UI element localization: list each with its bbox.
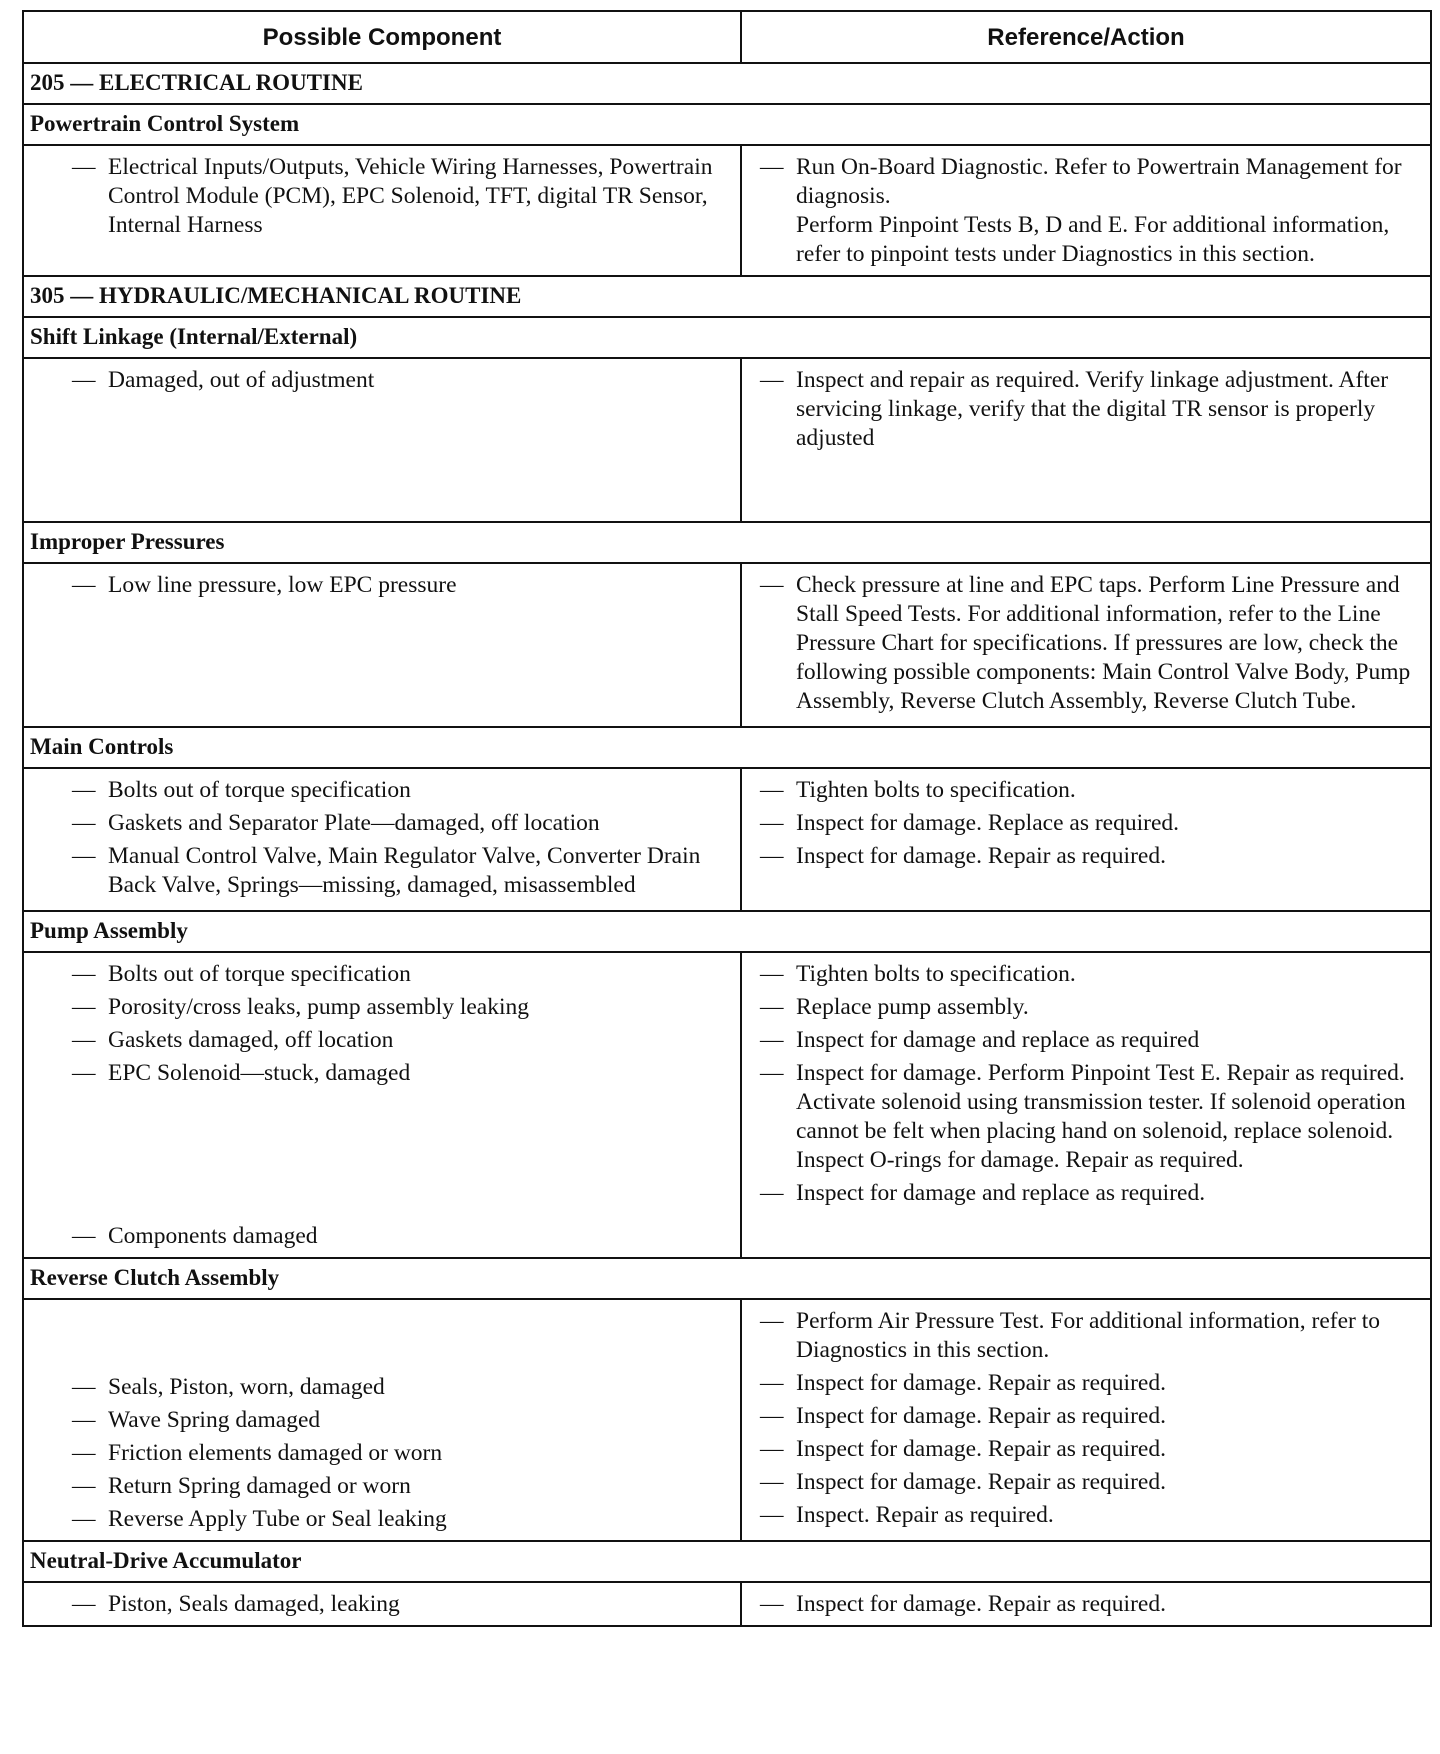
action-item: — Inspect for damage. Repair as required.: [750, 1435, 1422, 1464]
action-cell: [741, 768, 1431, 911]
group-row-shift-linkage: [23, 317, 1431, 358]
group-title-pressures: Improper Pressures: [23, 522, 1431, 563]
table-row: [23, 952, 1431, 1258]
component-item: — Return Spring damaged or worn: [32, 1472, 732, 1501]
component-item: — Bolts out of torque specification: [32, 960, 732, 989]
section-row-205: [23, 63, 1431, 104]
group-title-powertrain: Powertrain Control System: [23, 104, 1431, 145]
group-title-main-controls: Main Controls: [23, 727, 1431, 768]
action-item: — Inspect and repair as required. Verify linkage adjustment. After servicing linkage, verify that the digital TR sensor is properly adjusted: [750, 366, 1422, 453]
component-item: — Manual Control Valve, Main Regulator Valve, Converter Drain Back Valve, Springs—missing, damaged, misassembled: [32, 842, 732, 900]
table-row: [23, 563, 1431, 727]
table-row: [23, 358, 1431, 522]
component-item: — Friction elements damaged or worn: [32, 1439, 732, 1468]
action-item: — Inspect for damage. Replace as required.: [750, 809, 1422, 838]
component-item: — Gaskets damaged, off location: [32, 1026, 732, 1055]
table-row: [23, 1582, 1431, 1626]
group-title-reverse-clutch: Reverse Clutch Assembly: [23, 1258, 1431, 1299]
action-item: — Inspect for damage and replace as required: [750, 1026, 1422, 1055]
action-item: — Check pressure at line and EPC taps. Perform Line Pressure and Stall Speed Tests. For additional information, refer to the Line Pressure Chart for specifications. If pressures are low, check the following possible components: Main Control Valve Body, Pump Assembly, Reverse Clutch Assembly, Reverse Clutch Tube.: [750, 571, 1422, 716]
component-item: — Bolts out of torque specification: [32, 776, 732, 805]
action-item: — Inspect for damage. Repair as required.: [750, 1369, 1422, 1398]
action-item: — Replace pump assembly.: [750, 993, 1422, 1022]
action-continuation: Perform Pinpoint Tests B, D and E. For additional information, refer to pinpoint tests under Diagnostics in this section.: [796, 212, 1390, 267]
table-header-row: [23, 11, 1431, 63]
action-item: — Inspect for damage. Repair as required.: [750, 842, 1422, 871]
table-row: [23, 1299, 1431, 1541]
component-item: — Porosity/cross leaks, pump assembly leaking: [32, 993, 732, 1022]
component-item: — Gaskets and Separator Plate—damaged, off location: [32, 809, 732, 838]
component-item: — EPC Solenoid—stuck, damaged: [32, 1059, 732, 1088]
group-row-pump: [23, 911, 1431, 952]
action-item: — Tighten bolts to specification.: [750, 960, 1422, 989]
component-cell: [23, 768, 741, 911]
action-item: — Inspect. Repair as required.: [750, 1501, 1422, 1530]
action-item: — Inspect for damage. Repair as required.: [750, 1468, 1422, 1497]
action-cell: [741, 1299, 1431, 1541]
table-row: [23, 768, 1431, 911]
component-cell: [23, 1582, 741, 1626]
action-item: — Inspect for damage. Repair as required.: [750, 1590, 1422, 1619]
group-row-main-controls: [23, 727, 1431, 768]
action-cell: [741, 145, 1431, 276]
action-cell: [741, 1582, 1431, 1626]
action-item: — Perform Air Pressure Test. For additional information, refer to Diagnostics in this section.: [750, 1307, 1422, 1365]
action-cell: [741, 952, 1431, 1258]
component-cell: [23, 145, 741, 276]
group-row-powertrain: [23, 104, 1431, 145]
section-row-305: [23, 276, 1431, 317]
section-title-electrical: 205 — ELECTRICAL ROUTINE: [23, 63, 1431, 104]
component-item: — Low line pressure, low EPC pressure: [32, 571, 732, 600]
component-item: — Damaged, out of adjustment: [32, 366, 732, 395]
group-row-neutral-drive: [23, 1541, 1431, 1582]
component-item: — Piston, Seals damaged, leaking: [32, 1590, 732, 1619]
component-cell: [23, 563, 741, 727]
component-cell: [23, 1299, 741, 1541]
group-row-pressures: [23, 522, 1431, 563]
group-title-pump: Pump Assembly: [23, 911, 1431, 952]
action-cell: [741, 358, 1431, 522]
action-item: — Run On-Board Diagnostic. Refer to Powertrain Management for diagnosis.: [750, 153, 1422, 211]
component-item: — Wave Spring damaged: [32, 1406, 732, 1435]
column-header-component: Possible Component: [23, 11, 741, 63]
diagnosis-table: [22, 10, 1432, 1627]
action-item: — Inspect for damage and replace as required.: [750, 1179, 1422, 1208]
table-row: [23, 145, 1431, 276]
component-item: — Components damaged: [32, 1222, 732, 1251]
section-title-hydraulic: 305 — HYDRAULIC/MECHANICAL ROUTINE: [23, 276, 1431, 317]
group-title-neutral-drive: Neutral-Drive Accumulator: [23, 1541, 1431, 1582]
group-row-reverse-clutch: [23, 1258, 1431, 1299]
component-cell: [23, 952, 741, 1258]
action-item: — Inspect for damage. Repair as required.: [750, 1402, 1422, 1431]
column-header-action: Reference/Action: [741, 11, 1431, 63]
action-item: — Inspect for damage. Perform Pinpoint Test E. Repair as required. Activate solenoid using transmission tester. If solenoid operation cannot be felt when placing hand on solenoid, replace solenoid. Inspect O-rings for damage. Repair as required.: [750, 1059, 1422, 1175]
component-cell: [23, 358, 741, 522]
group-title-shift-linkage: Shift Linkage (Internal/External): [23, 317, 1431, 358]
component-item: — Reverse Apply Tube or Seal leaking: [32, 1505, 732, 1534]
component-item: — Seals, Piston, worn, damaged: [32, 1373, 732, 1402]
diagnosis-table-page: [22, 10, 1430, 1627]
action-item: — Tighten bolts to specification.: [750, 776, 1422, 805]
action-cell: [741, 563, 1431, 727]
component-item: — Electrical Inputs/Outputs, Vehicle Wiring Harnesses, Powertrain Control Module (PCM), EPC Solenoid, TFT, digital TR Sensor, Internal Harness: [32, 153, 732, 240]
